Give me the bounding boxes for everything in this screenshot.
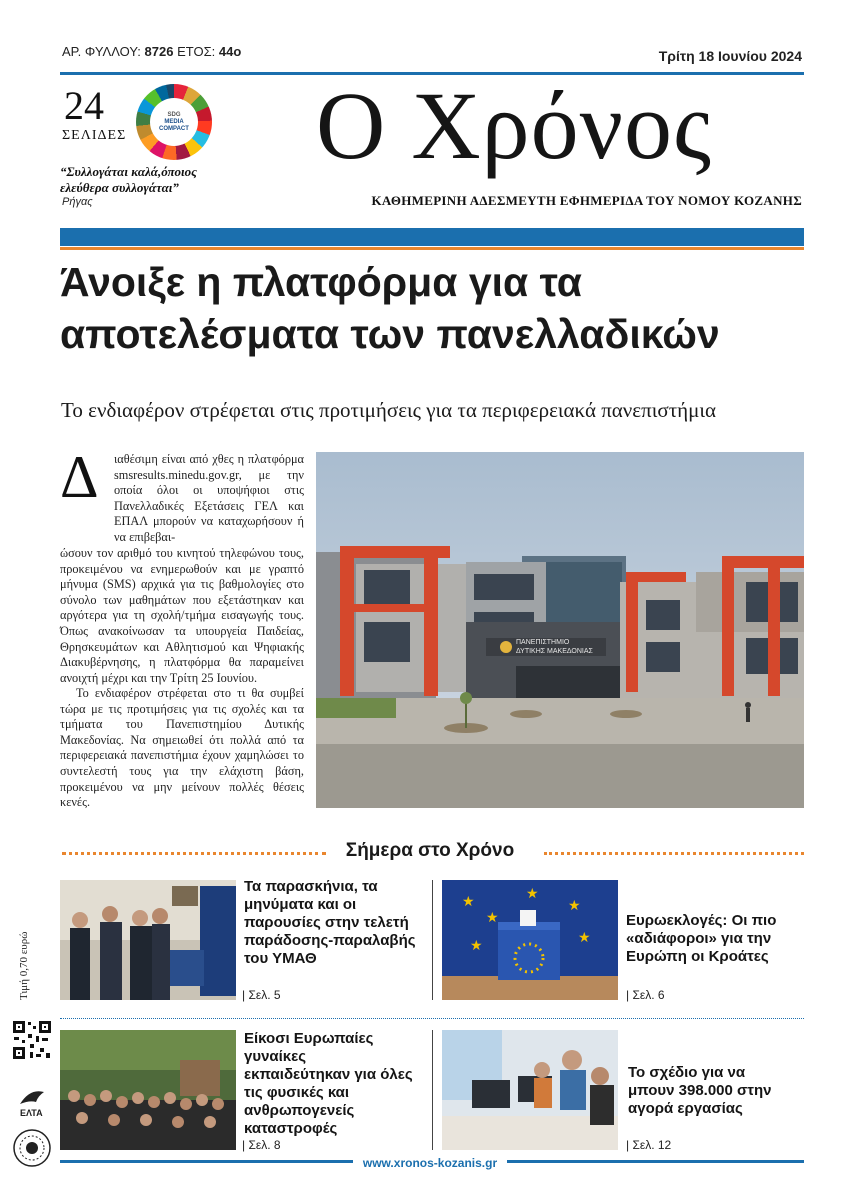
teaser-1-page[interactable]: | Σελ. 5 [242,988,281,1002]
price-label: Τιμή 0,70 ευρώ [18,931,30,1000]
newspaper-title[interactable]: Ο Χρόνος [316,72,712,179]
building-sign-line1: ΠΑΝΕΠΙΣΤΗΜΙΟ [516,639,570,646]
building-sign-line2: ΔΥΤΙΚΗΣ ΜΑΚΕΔΟΝΙΑΣ [516,648,593,655]
teaser-2-page[interactable]: | Σελ. 6 [626,988,665,1002]
teaser-4-photo[interactable] [442,1030,618,1150]
eu-star-icon: ★ [568,898,581,914]
qr-code-icon[interactable] [12,1020,52,1060]
teaser-row-divider [60,1018,804,1019]
issue-info: ΑΡ. ΦΥΛΛΟΥ: 8726 ΕΤΟΣ: 44ο [62,44,242,59]
masthead-orange-line [60,247,804,250]
teaser-3-photo[interactable] [60,1030,236,1150]
lead-subhead: Το ενδιαφέρον στρέφεται στις προτιμήσεις για τα περιφερειακά πανεπιστήμια [61,398,717,422]
teaser-column-divider [432,880,433,1000]
teaser-1-title[interactable]: Τα παρασκήνια, τα μηνύματα και οι παρουσίες στην τελετή παράδοσης-παραλαβής του ΥΜΑΘ [244,878,416,967]
footer-website-link[interactable]: www.xronos-kozanis.gr [0,1154,860,1172]
teaser-2-title[interactable]: Ευρωεκλογές: Οι πιο «αδιάφοροι» για την Ευρώπη οι Κροάτες [626,912,777,965]
quote-author: Ρήγας [62,196,93,208]
teaser-3-title[interactable]: Είκοσι Ευρωπαίες γυναίκες εκπαιδεύτηκαν για όλες τις φυσικές και ανθρωπογενείς καταστροφές [244,1030,413,1137]
university-building-illustration [316,452,804,808]
teaser-4-page[interactable]: | Σελ. 12 [626,1138,672,1152]
elta-logo [16,1084,50,1118]
eu-star-icon: ★ [470,938,483,954]
svg-text:ΕΛΤΑ: ΕΛΤΑ [20,1108,43,1118]
eu-star-icon: ★ [526,886,539,902]
issue-number: 8726 [144,44,174,59]
pages-count: 24 [64,83,104,128]
group-photo-illustration [60,1030,236,1150]
masthead-blue-bar [60,228,804,246]
teaser-column-divider [432,1030,433,1150]
drop-cap: Δ [60,444,99,510]
teaser-3-page[interactable]: | Σελ. 8 [242,1138,281,1152]
teaser-1-photo[interactable] [60,880,236,1000]
eu-star-icon: ★ [462,894,475,910]
university-logo-icon [500,641,512,653]
lead-headline[interactable]: Άνοιξε η πλατφόρμα για τα αποτελέσματα των πανελλαδικών [60,259,720,357]
sdg-media-compact-badge: SDG MEDIA COMPACT [136,84,212,160]
masthead-quote: “Συλλογάται καλά,όποιος ελεύθερα συλλογάται” [60,164,197,195]
teaser-4-title[interactable]: Το σχέδιο για να μπουν 398.000 στην αγορά εργασίας [628,1064,772,1117]
eu-star-icon: ★ [578,930,591,946]
section-title: Σήμερα στο Χρόνο [0,840,860,862]
pages-label: ΣΕΛΙΔΕΣ [62,128,127,143]
elta-bird-icon [20,1091,44,1104]
issue-date: Τρίτη 18 Ιουνίου 2024 [658,48,802,64]
eu-star-icon: ★ [486,910,499,926]
article-paragraph-1-rest: ώσουν τον αριθμό του κινητού τηλεφώνου τους, προκειμένου να ενημερωθούν και με γραπτό μήνυμα (SMS) αρχικά για τις βαθμολογίες στο σύνολο των μαθημάτων που εξετάστηκαν και αργότερα για τη σχολή/τμήμα εισαγωγής τους. Όπως ανακοίνωσαν τα υπουργεία Παιδείας, Θρησκευμάτων και Αθλητισμού και Ψηφιακής Διακυβέρνησης, η πλατφόρμα θα παραμείνει ανοιχτή μέχρι και την Τρίτη 25 Ιουνίου. [60,546,304,685]
article-paragraph-1-start: ιαθέσιμη είναι από χθες η πλατφόρμα smsresults.minedu.gov.gr, με την οποία όλοι οι υποψήφιοι στις Πανελλαδικές Εξετάσεις ΓΕΛ και ΕΠΑΛ μπορούν να καταχωρήσουν ή να επιβεβαι- [114,452,304,544]
newspaper-tagline: ΚΑΘΗΜΕΡΙΝΗ ΑΔΕΣΜΕΥΤΗ ΕΦΗΜΕΡΙΔΑ ΤΟΥ ΝΟΜΟΥ ΚΟΖΑΝΗΣ [371,193,802,208]
article-paragraph-2: Το ενδιαφέρον στρέφεται στο τι θα συμβεί τώρα με τις προτιμήσεις για τις σχολές και τα τμήματα του Πανεπιστημίου Δυτικής Μακεδονίας. Να σημειωθεί ότι πολλά από τα περιφερειακά πανεπιστήμια έχουν χαμηλώσει το συντελεστή τους για την ελάχιστη βάση, προκειμένου να μην μείνουν πολλές θέσεις κενές. [60,686,304,810]
press-event-illustration [60,880,236,1000]
lead-photo-university-building[interactable] [316,452,804,808]
year-number: 44ο [218,44,242,59]
teaser-2-photo[interactable] [442,880,618,1000]
eu-ballot-illustration [442,880,618,1000]
office-workers-illustration [442,1030,618,1150]
